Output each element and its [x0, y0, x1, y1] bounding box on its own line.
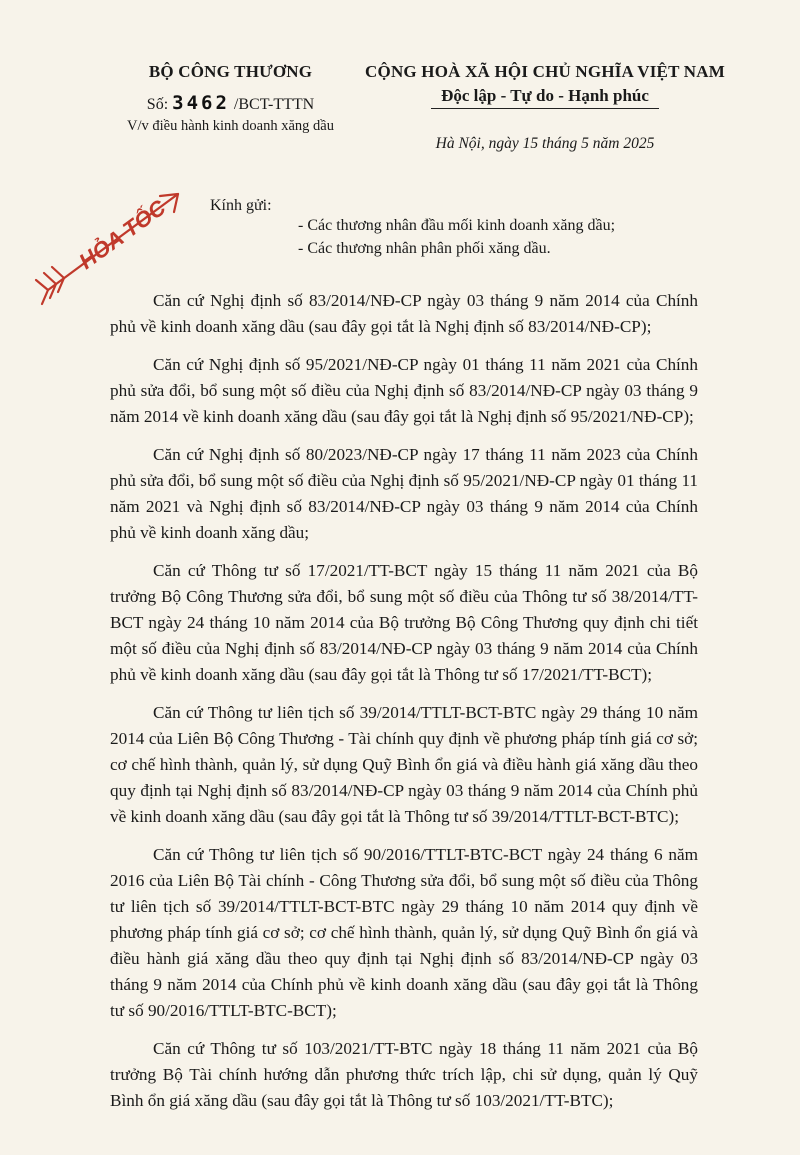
issuer-block	[98, 62, 363, 135]
legal-basis-paragraph: Căn cứ Thông tư số 103/2021/TT-BTC ngày 18 tháng 11 năm 2021 của Bộ trưởng Bộ Tài chính hướng dẫn phương thức trích lập, chi sử dụng, quản lý Quỹ Bình ổn giá xăng dầu (sau đây gọi tắt là Thông tư số 103/2021/TT-BTC);	[110, 1039, 698, 1110]
doc-number-prefix: Số:	[146, 96, 169, 113]
legal-basis-paragraph: Căn cứ Thông tư liên tịch số 90/2016/TTLT-BTC-BCT ngày 24 tháng 6 năm 2016 của Liên Bộ Tài chính - Công Thương sửa đổi, bổ sung một số điều của Thông tư liên tịch số 39/2014/TTLT-BCT-BTC ngày 29 tháng 10 năm 2014 quy định về phương pháp tính giá cơ sở; cơ chế hình thành, quản lý, sử dụng Quỹ Bình ổn giá và điều hành giá xăng dầu theo quy định tại Nghị định số 83/2014/NĐ-CP ngày 03 tháng 9 năm 2014 của Chính phủ về kinh doanh xăng dầu (sau đây gọi tắt là Thông tư số 90/2016/TTLT-BTC-BCT);	[110, 845, 698, 1020]
country-name: CỘNG HOÀ XÃ HỘI CHỦ NGHĨA VIỆT NAM	[365, 62, 725, 81]
doc-number-handwritten: 3462	[172, 92, 230, 114]
legal-basis-paragraph: Căn cứ Thông tư liên tịch số 39/2014/TTLT-BCT-BTC ngày 29 tháng 10 năm 2014 của Liên Bộ Công Thương - Tài chính quy định về phương pháp tính giá cơ sở; cơ chế hình thành, quản lý, sử dụng Quỹ Bình ổn giá và điều hành giá xăng dầu theo quy định tại Nghị định số 83/2014/NĐ-CP ngày 03 tháng 9 năm 2014 của Chính phủ về kinh doanh xăng dầu (sau đây gọi tắt là Thông tư số 39/2014/TTLT-BCT-BTC);	[110, 703, 698, 826]
legal-basis-paragraph: Căn cứ Nghị định số 80/2023/NĐ-CP ngày 17 tháng 11 năm 2023 của Chính phủ sửa đổi, bổ sung một số điều của Nghị định số 95/2021/NĐ-CP ngày 01 tháng 11 năm 2021 và Nghị định số 83/2014/NĐ-CP ngày 03 tháng 9 năm 2014 của Chính phủ về kinh doanh xăng dầu;	[110, 445, 698, 542]
recipient-item: - Các thương nhân phân phối xăng dầu.	[298, 240, 551, 257]
document-body	[110, 288, 698, 1126]
doc-number-suffix: /BCT-TTTN	[233, 96, 315, 113]
motto-underline	[431, 108, 659, 109]
document-subject: V/v điều hành kinh doanh xăng dầu	[127, 118, 334, 134]
stamp-label: HỎA TỐC	[74, 194, 171, 275]
national-motto: Độc lập - Tự do - Hạnh phúc	[441, 86, 649, 105]
national-header	[360, 62, 730, 153]
document-number	[98, 92, 363, 114]
ministry-name: BỘ CÔNG THƯƠNG	[148, 62, 313, 81]
recipients-label: Kính gửi:	[210, 197, 272, 214]
legal-basis-paragraph: Căn cứ Nghị định số 95/2021/NĐ-CP ngày 01 tháng 11 năm 2021 của Chính phủ sửa đổi, bổ sung một số điều của Nghị định số 83/2014/NĐ-CP ngày 03 tháng 9 năm 2014 về kinh doanh xăng dầu (sau đây gọi tắt là Nghị định số 95/2021/NĐ-CP);	[110, 355, 698, 426]
recipient-item: - Các thương nhân đầu mối kinh doanh xăng dầu;	[298, 217, 616, 234]
legal-basis-paragraph: Căn cứ Thông tư số 17/2021/TT-BCT ngày 15 tháng 11 năm 2021 của Bộ trưởng Bộ Công Thương sửa đổi, bổ sung một số điều của Thông tư số 38/2014/TT-BCT ngày 24 tháng 10 năm 2014 của Bộ trưởng Bộ Công Thương quy định chi tiết một số điều của Nghị định số 83/2014/NĐ-CP ngày 03 tháng 9 năm 2014 của Chính phủ về kinh doanh xăng dầu (sau đây gọi tắt là Thông tư số 17/2021/TT-BCT);	[110, 561, 698, 684]
legal-basis-paragraph: Căn cứ Nghị định số 83/2014/NĐ-CP ngày 03 tháng 9 năm 2014 của Chính phủ về kinh doanh xăng dầu (sau đây gọi tắt là Nghị định số 83/2014/NĐ-CP);	[110, 291, 698, 336]
place-date: Hà Nội, ngày 15 tháng 5 năm 2025	[435, 135, 655, 152]
stamp-arrow-feathers	[36, 267, 64, 304]
